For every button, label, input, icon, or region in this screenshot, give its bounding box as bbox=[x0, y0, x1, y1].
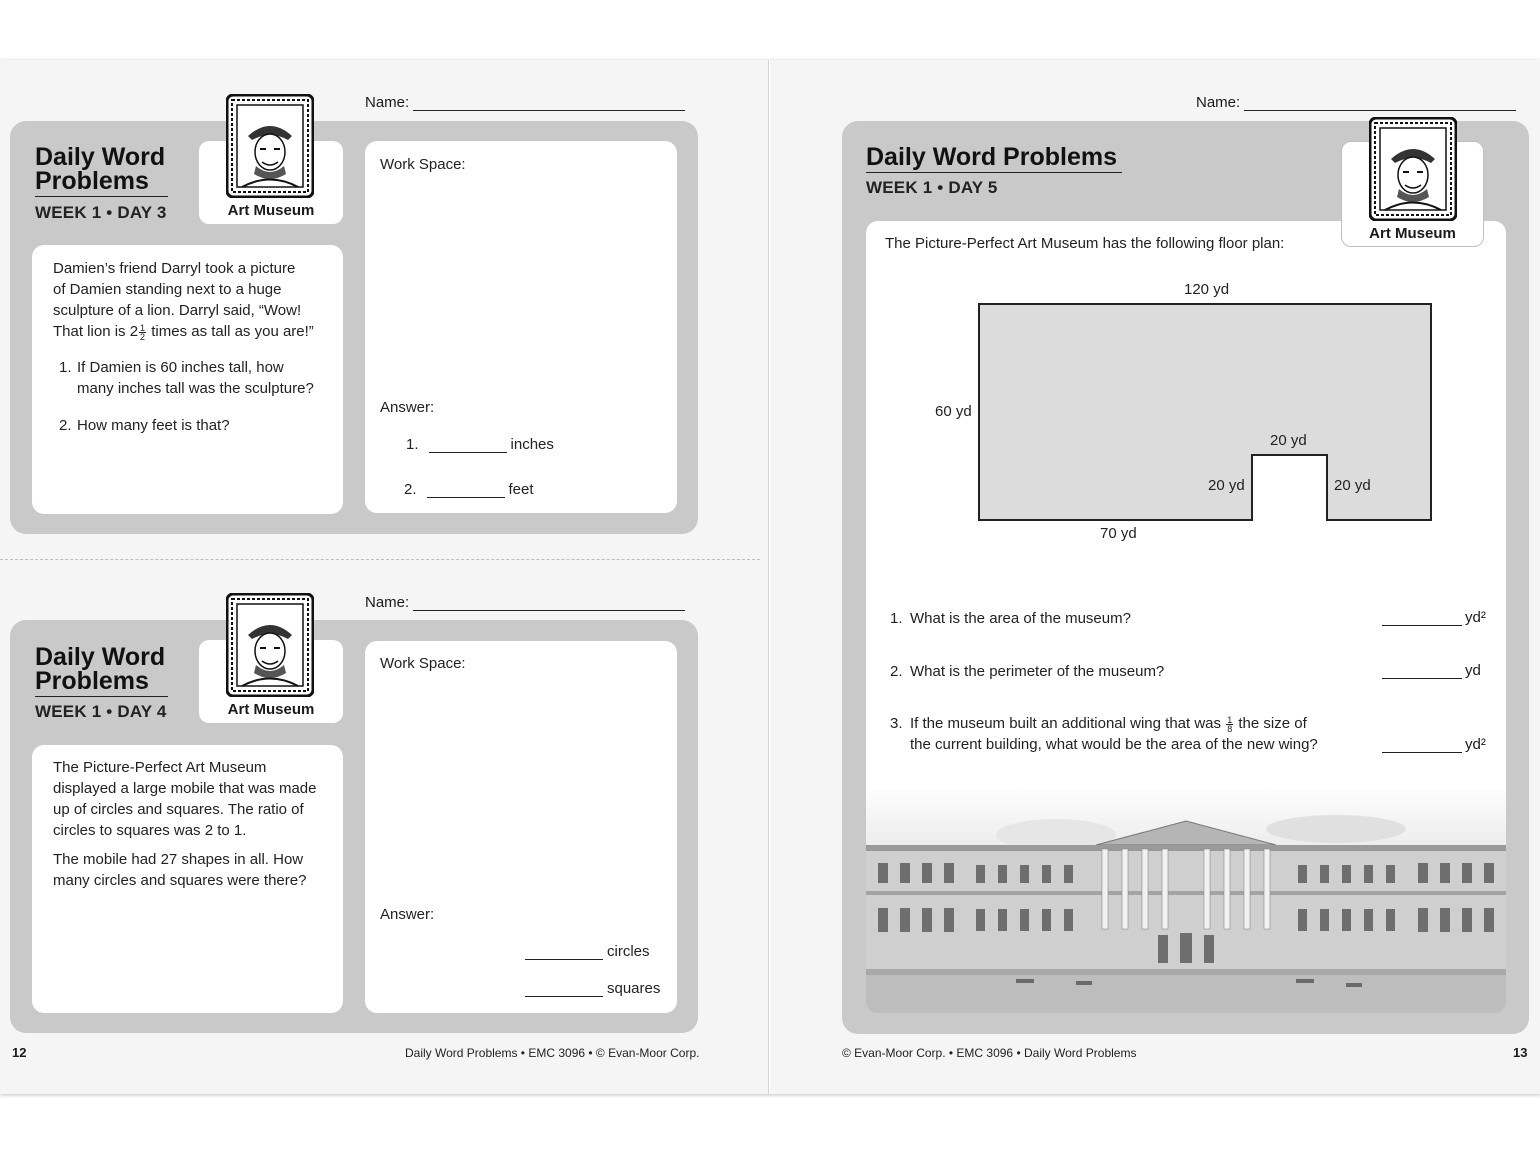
museum-building-photo bbox=[866, 783, 1506, 1013]
day3-questions bbox=[59, 357, 321, 452]
fraction-one-eighth: $\frac{1}{8}$ bbox=[1227, 714, 1233, 734]
framed-portrait-icon bbox=[1369, 117, 1457, 221]
day5-title-rule bbox=[866, 172, 1122, 173]
day4-title-rule bbox=[35, 696, 168, 697]
question-row: 2. How many feet is that? bbox=[59, 417, 230, 434]
answer-label: Answer: bbox=[380, 906, 435, 923]
day3-week-label: WEEK 1 • DAY 3 bbox=[35, 203, 167, 222]
answer-blank[interactable] bbox=[1382, 610, 1462, 626]
page-number-left: 12 bbox=[12, 1045, 27, 1060]
day3-title-rule bbox=[35, 196, 168, 197]
answer-row-2: 2. feet bbox=[404, 481, 534, 498]
footer-left: Daily Word Problems • EMC 3096 • © Evan-Moor Corp. bbox=[405, 1046, 700, 1060]
answer-blank[interactable] bbox=[1382, 663, 1462, 679]
dim-top: 120 yd bbox=[1184, 281, 1230, 298]
day3-badge-label: Art Museum bbox=[227, 202, 315, 219]
dim-notch-left: 20 yd bbox=[1208, 477, 1245, 494]
day5-answer-1: yd² bbox=[1382, 609, 1486, 626]
dim-bottom: 70 yd bbox=[1100, 525, 1137, 542]
day5-question-3: 3. If the museum built an additional wing that was $\frac{1}{8}$ the size of the current building, what would be the area of the new wing? bbox=[890, 714, 1318, 753]
name-line-day3 bbox=[365, 94, 685, 111]
dim-notch-right: 20 yd bbox=[1334, 477, 1371, 494]
question-row: 1. If Damien is 60 inches tall, how many inches tall was the sculpture? bbox=[59, 359, 314, 397]
name-label: Name: bbox=[365, 94, 410, 111]
answer-blank[interactable] bbox=[525, 944, 603, 960]
name-blank[interactable] bbox=[413, 97, 685, 111]
answer-label: Answer: bbox=[380, 399, 435, 416]
day5-question-2: 2. What is the perimeter of the museum? bbox=[890, 663, 1165, 680]
day5-week-label: WEEK 1 • DAY 5 bbox=[866, 178, 998, 197]
floor-plan-diagram bbox=[970, 295, 1440, 530]
work-space-label: Work Space: bbox=[380, 655, 466, 672]
answer-blank[interactable] bbox=[429, 437, 507, 453]
day3-title: Daily Word Problems bbox=[35, 143, 166, 195]
day5-question-1: 1. What is the area of the museum? bbox=[890, 610, 1131, 627]
name-label: Name: bbox=[365, 594, 410, 611]
dim-left: 60 yd bbox=[935, 403, 972, 420]
day5-answer-3: yd² bbox=[1382, 736, 1486, 753]
fraction-one-half: $\frac{1}{2}$ bbox=[140, 322, 146, 342]
day5-answer-2: yd bbox=[1382, 662, 1481, 679]
cut-line bbox=[0, 559, 760, 560]
page-number-right: 13 bbox=[1513, 1045, 1528, 1060]
name-label: Name: bbox=[1196, 94, 1241, 111]
name-line-day5 bbox=[1196, 94, 1516, 111]
dim-notch-top: 20 yd bbox=[1270, 432, 1307, 449]
day5-badge-label: Art Museum bbox=[1369, 225, 1456, 242]
work-space-label: Work Space: bbox=[380, 156, 466, 173]
footer-right: © Evan-Moor Corp. • EMC 3096 • Daily Word Problems bbox=[842, 1046, 1137, 1060]
answer-blank[interactable] bbox=[525, 981, 603, 997]
day3-story: Damien’s friend Darryl took a picture of Damien standing next to a huge sculpture of a lion. Darryl said, “Wow! That lion is 2 $\frac{1}{2}$ times as tall as you are!” bbox=[53, 260, 314, 342]
day4-story: The Picture-Perfect Art Museum displayed a large mobile that was made up of circles and squares. The ratio of circles to squares was 2 to 1. The mobile had 27 shapes in all. How many circles and squares were there? bbox=[53, 759, 317, 889]
day5-title: Daily Word Problems bbox=[866, 143, 1117, 171]
framed-portrait-icon bbox=[226, 94, 314, 198]
day3-work-panel bbox=[365, 141, 677, 513]
name-line-day4 bbox=[365, 594, 685, 611]
answer-blank[interactable] bbox=[427, 482, 505, 498]
answer-blank[interactable] bbox=[1382, 737, 1462, 753]
name-blank[interactable] bbox=[413, 597, 685, 611]
framed-portrait-icon bbox=[226, 593, 314, 697]
day4-week-label: WEEK 1 • DAY 4 bbox=[35, 702, 167, 721]
day5-intro: The Picture-Perfect Art Museum has the following floor plan: bbox=[885, 235, 1285, 252]
name-blank[interactable] bbox=[1244, 97, 1516, 111]
answer-row-squares: squares bbox=[515, 980, 660, 997]
day4-badge-label: Art Museum bbox=[227, 701, 315, 718]
answer-row-circles: circles bbox=[515, 943, 650, 960]
day4-title: Daily Word Problems bbox=[35, 643, 166, 695]
answer-row-1: 1. inches bbox=[406, 436, 554, 453]
